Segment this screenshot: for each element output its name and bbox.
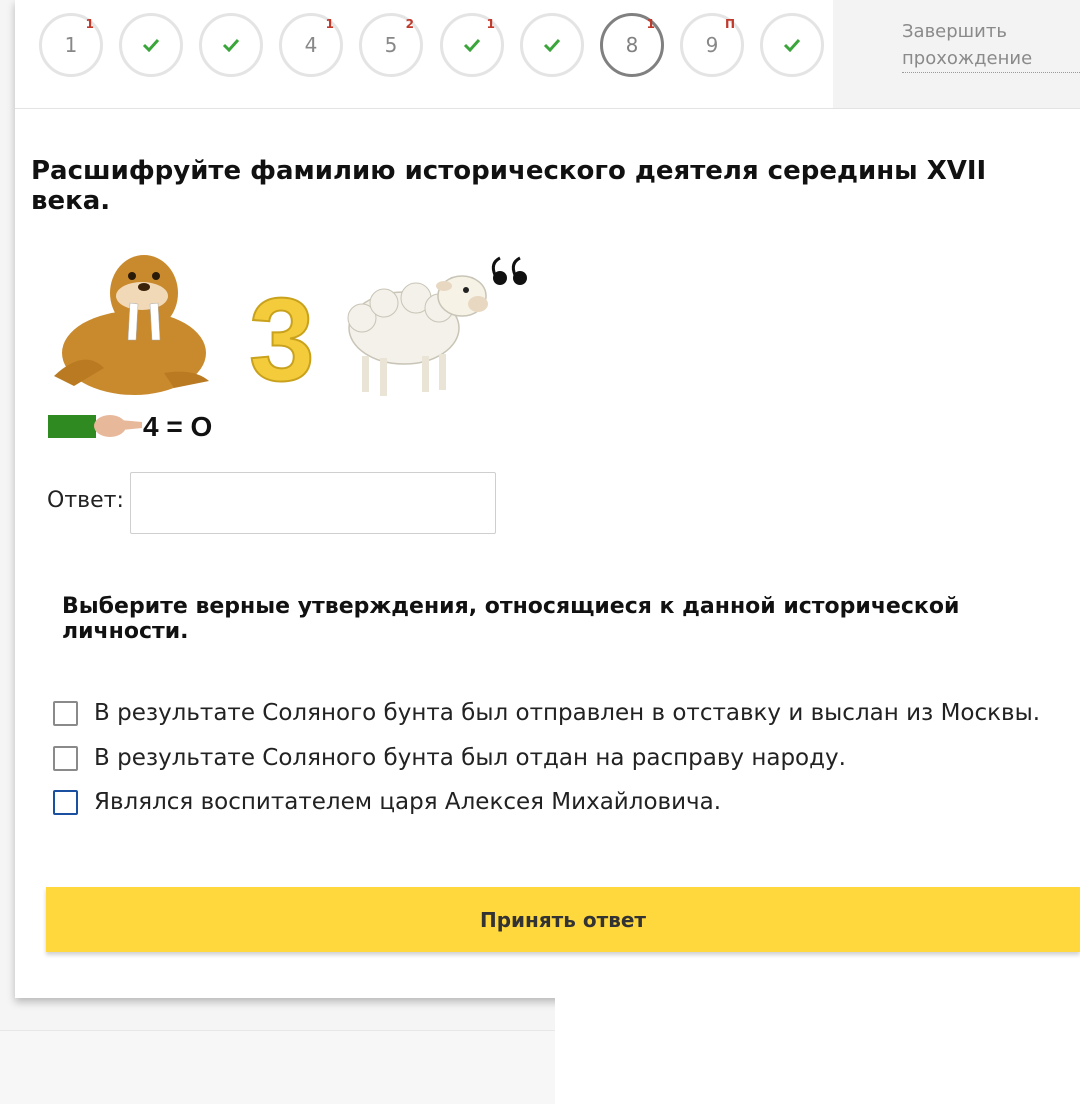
checkbox[interactable] [53, 701, 78, 726]
step-number: 5 [384, 33, 398, 57]
check-icon [142, 38, 160, 52]
footer-panel [0, 1030, 555, 1104]
submit-answer-button[interactable]: Принять ответ [46, 887, 1080, 952]
step-5[interactable] [359, 13, 423, 77]
answer-input[interactable] [130, 472, 496, 534]
finish-button[interactable]: Завершить прохождение [902, 18, 1080, 73]
rebus-svg [44, 248, 544, 448]
step-badge: 2 [405, 17, 414, 31]
step-badge: 1 [85, 17, 94, 31]
step-number: 1 [64, 33, 78, 57]
page-background [555, 998, 1080, 1104]
check-icon [222, 38, 240, 52]
question-title: Расшифруйте фамилию исторического деятеля середины XVII века. [31, 156, 987, 216]
step-2[interactable] [119, 13, 183, 77]
rebus-hint: 4 = О [143, 411, 213, 442]
step-badge: 1 [325, 17, 334, 31]
step-7[interactable] [520, 13, 584, 77]
rebus-image [44, 248, 544, 448]
rebus-digit: 3 [249, 274, 315, 406]
statement-option-3[interactable] [53, 787, 721, 817]
sheep-icon [348, 276, 488, 396]
checkbox[interactable] [53, 790, 78, 815]
step-6[interactable] [440, 13, 504, 77]
step-badge: П [724, 17, 735, 31]
statement-text: В результате Соляного бунта был отдан на расправу народу. [94, 745, 846, 771]
step-badge: 1 [486, 17, 495, 31]
step-number: 9 [705, 33, 719, 57]
answer-label: Ответ: [47, 488, 124, 513]
step-8-current[interactable] [600, 13, 664, 77]
check-icon [543, 38, 561, 52]
checkbox[interactable] [53, 746, 78, 771]
statement-option-2[interactable] [53, 743, 846, 773]
walrus-icon [54, 255, 209, 395]
check-icon [463, 38, 481, 52]
comma-marks-icon [493, 258, 527, 285]
statements-title: Выберите верные утверждения, относящиеся к данной исторической личности. [62, 594, 960, 644]
step-number: 8 [625, 33, 639, 57]
step-9[interactable] [680, 13, 744, 77]
step-1[interactable] [39, 13, 103, 77]
step-number: 4 [304, 33, 318, 57]
step-4[interactable] [279, 13, 343, 77]
step-badge: 1 [646, 17, 655, 31]
step-10[interactable] [760, 13, 824, 77]
statement-option-1[interactable] [53, 698, 1040, 728]
statement-text: Являлся воспитателем царя Алексея Михайловича. [94, 789, 722, 815]
pointing-hand-icon [48, 415, 142, 438]
statement-text: В результате Соляного бунта был отправлен в отставку и выслан из Москвы. [94, 700, 1041, 726]
check-icon [783, 38, 801, 52]
step-3[interactable] [199, 13, 263, 77]
